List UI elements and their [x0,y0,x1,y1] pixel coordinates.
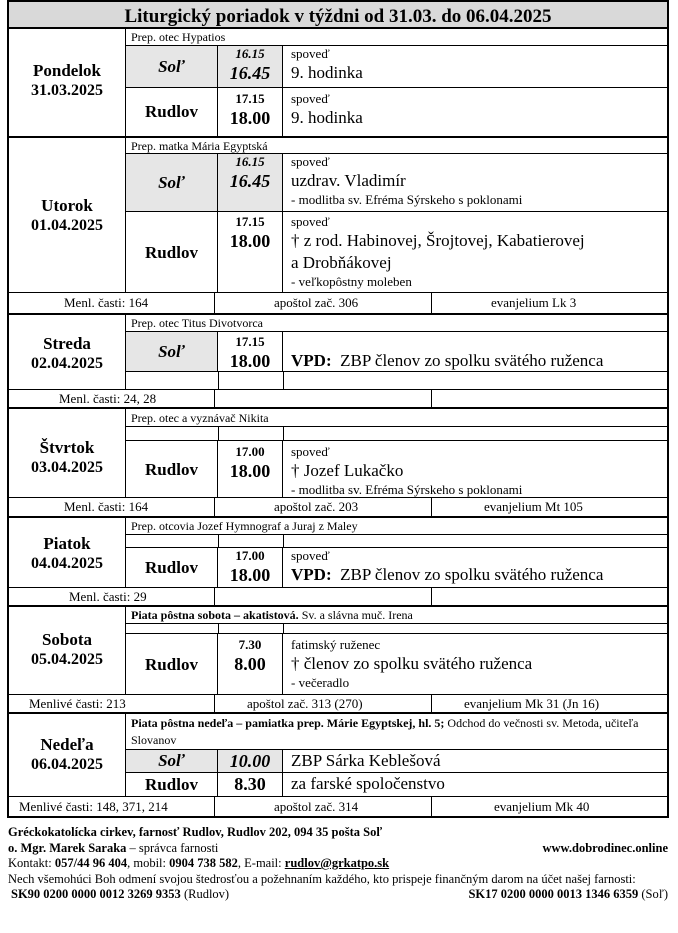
service-time: 18.00 [229,351,271,371]
service-description: 9. hodinka [291,108,363,127]
confession-time: 16.15 [235,46,265,61]
service-time: 16.45 [229,63,271,83]
service-description-cont: a Drobňákovej [291,253,392,272]
saint-of-day: Sv. a slávna muč. Irena [301,608,413,622]
day-name: Piatok [43,534,91,553]
mobile-label: , mobil: [127,856,170,870]
service-row [125,154,667,212]
day-date: 05.04.2025 [31,651,103,668]
confession-note: spoveď [291,91,330,106]
service-note: - modlitba sv. Efréma Sýrskeho s poklonami [291,192,523,207]
confession-note: spoveď [291,154,330,169]
variable-parts: Menl. časti: 164 [64,499,149,514]
saint-of-day: Prep. otec a vyznávač Nikita [125,409,667,427]
day-name: Pondelok [32,61,102,80]
service-description: † členov zo spolku svätého ruženca [291,654,533,673]
day-date: 01.04.2025 [31,217,103,234]
day-block-thursday [7,409,669,518]
donation-text: Nech všemohúci Boh odmení svojou štedrosťou a požehnaním každého, kto prispeje finančným darom na účet našej farnosti: [8,871,636,886]
apostle-reading: apoštol zač. 203 [274,499,359,514]
service-row [125,88,667,136]
variable-parts: Menlivé časti: 213 [29,696,126,711]
readings-row [9,587,667,605]
gospel-reading: evanjelium Lk 3 [491,295,577,310]
confession-note: spoveď [291,548,330,563]
service-description: † Jozef Lukačko [291,461,404,480]
variable-parts: Menl. časti: 24, 28 [59,391,157,406]
service-time: 18.00 [229,565,271,585]
service-description: ZBP členov zo spolku svätého ruženca [340,351,604,370]
day-name: Utorok [41,196,93,215]
apostle-reading: apoštol zač. 314 [274,799,359,814]
variable-parts: Menlivé časti: 148, 371, 214 [19,799,168,814]
website-link[interactable]: www.dobrodinec.online [542,840,668,855]
day-block-wednesday [7,315,669,409]
email-label: , E-mail: [237,856,285,870]
place-label: Soľ [126,332,218,371]
confession-time: 17.15 [235,91,265,106]
day-date: 03.04.2025 [31,459,103,476]
variable-parts: Menl. časti: 164 [64,295,149,310]
saint-of-day: Prep. otec Titus Divotvorca [125,315,667,332]
place-label: Rudlov [126,212,218,293]
service-row [125,750,667,773]
mobile-number: 0904 738 582 [169,856,238,870]
schedule-sheet [7,0,669,818]
footer [8,825,670,903]
iban-sol: SK17 0200 0000 0013 1346 6359 [468,887,639,901]
place-label: Rudlov [126,773,218,797]
service-row [125,212,667,293]
day-name: Streda [43,334,91,353]
service-row [125,332,667,372]
service-note: - večeradlo [291,675,350,690]
apostle-reading: apoštol zač. 313 (270) [247,696,363,711]
service-time: 18.00 [229,231,271,251]
day-name: Štvrtok [39,438,95,457]
confession-note: spoveď [291,444,330,459]
service-type-label: VPD: [291,565,332,584]
page-title: Liturgický poriadok v týždni od 31.03. do 06.04.2025 [7,0,669,29]
confession-time: 7.30 [238,637,262,652]
confession-note: spoveď [291,46,330,61]
day-block-friday [7,518,669,607]
iban-rudlov: SK90 0200 0000 0012 3269 9353 [11,887,181,901]
priest-name: o. Mgr. Marek Saraka [8,840,127,855]
service-row [125,773,667,797]
readings-row [9,389,667,407]
service-time: 18.00 [229,461,271,481]
service-description: ZBP členov zo spolku svätého ruženca [340,565,604,584]
service-description: uzdrav. Vladimír [291,171,406,190]
service-type-label: VPD: [291,351,332,370]
saint-of-day: Prep. otec Hypatios [125,29,667,46]
confession-time: 17.00 [235,548,265,563]
feast-title: Piata pôstna nedeľa – pamiatka prep. Márie Egyptskej, hl. 5; [131,716,445,730]
day-date: 02.04.2025 [31,355,103,372]
iban-sol-note: (Soľ) [638,887,668,901]
day-date: 04.04.2025 [31,555,103,572]
service-time: 8.30 [234,774,266,794]
iban-rudlov-note: (Rudlov) [180,887,230,901]
contact-label: Kontakt: [8,856,55,870]
email-link[interactable]: rudlov@grkatpo.sk [284,856,390,870]
day-name: Nedeľa [40,735,94,754]
place-label: Soľ [126,750,218,772]
gospel-reading: evanjelium Mt 105 [484,499,583,514]
saint-of-day: Odchod do večnosti sv. Metoda, učiteľa Slovanov [131,716,639,747]
saint-of-day: Prep. matka Mária Egyptská [125,138,667,154]
service-description: † z rod. Habinovej, Šrojtovej, Kabatierovej [291,231,585,250]
day-block-monday [7,29,669,138]
parish-address: Gréckokatolícka cirkev, farnosť Rudlov, Rudlov 202, 094 35 pošta Soľ [8,825,383,839]
readings-row [9,694,667,712]
readings-row [9,497,667,516]
day-date: 06.04.2025 [31,756,103,773]
service-note: - modlitba sv. Efréma Sýrskeho s poklonami [291,482,523,497]
feast-title: Piata pôstna sobota – akatistová. [131,608,299,622]
service-note: - veľkopôstny moleben [291,274,412,289]
service-time: 8.00 [234,654,266,674]
place-label: Soľ [126,154,218,211]
day-block-saturday [7,607,669,714]
place-label: Rudlov [126,88,218,136]
service-description: ZBP Sárka Keblešová [291,751,441,770]
apostle-reading: apoštol zač. 306 [274,295,359,310]
service-row [125,46,667,88]
variable-parts: Menl. časti: 29 [69,589,147,604]
service-row [125,441,667,498]
service-row [125,634,667,695]
phone-number: 057/44 96 404 [54,856,128,870]
day-block-sunday [7,714,669,818]
confession-note: spoveď [291,214,330,229]
readings-row [9,292,667,313]
service-time: 16.45 [229,171,271,191]
gospel-reading: evanjelium Mk 40 [494,799,590,814]
day-date: 31.03.2025 [31,82,103,99]
saint-of-day: Prep. otcovia Jozef Hymnograf a Juraj z Maley [125,518,667,535]
gospel-reading: evanjelium Mk 31 (Jn 16) [464,696,600,711]
day-name: Sobota [41,630,93,649]
prayer-note: fatimský ruženec [291,637,381,652]
day-block-tuesday [7,138,669,315]
confession-time: 17.00 [235,444,265,459]
place-label: Rudlov [126,634,218,695]
service-time: 10.00 [229,751,271,771]
place-label: Rudlov [126,441,218,498]
place-label: Soľ [126,46,218,87]
confession-time: 17.15 [235,334,265,349]
service-description: 9. hodinka [291,63,363,82]
place-label: Rudlov [126,548,218,588]
service-description: za farské spoločenstvo [291,774,445,793]
confession-time: 17.15 [235,214,265,229]
service-time: 18.00 [229,108,271,128]
service-row [125,548,667,588]
confession-time: 16.15 [235,154,265,169]
priest-role: – správca farnosti [126,840,219,855]
readings-row [9,796,667,816]
